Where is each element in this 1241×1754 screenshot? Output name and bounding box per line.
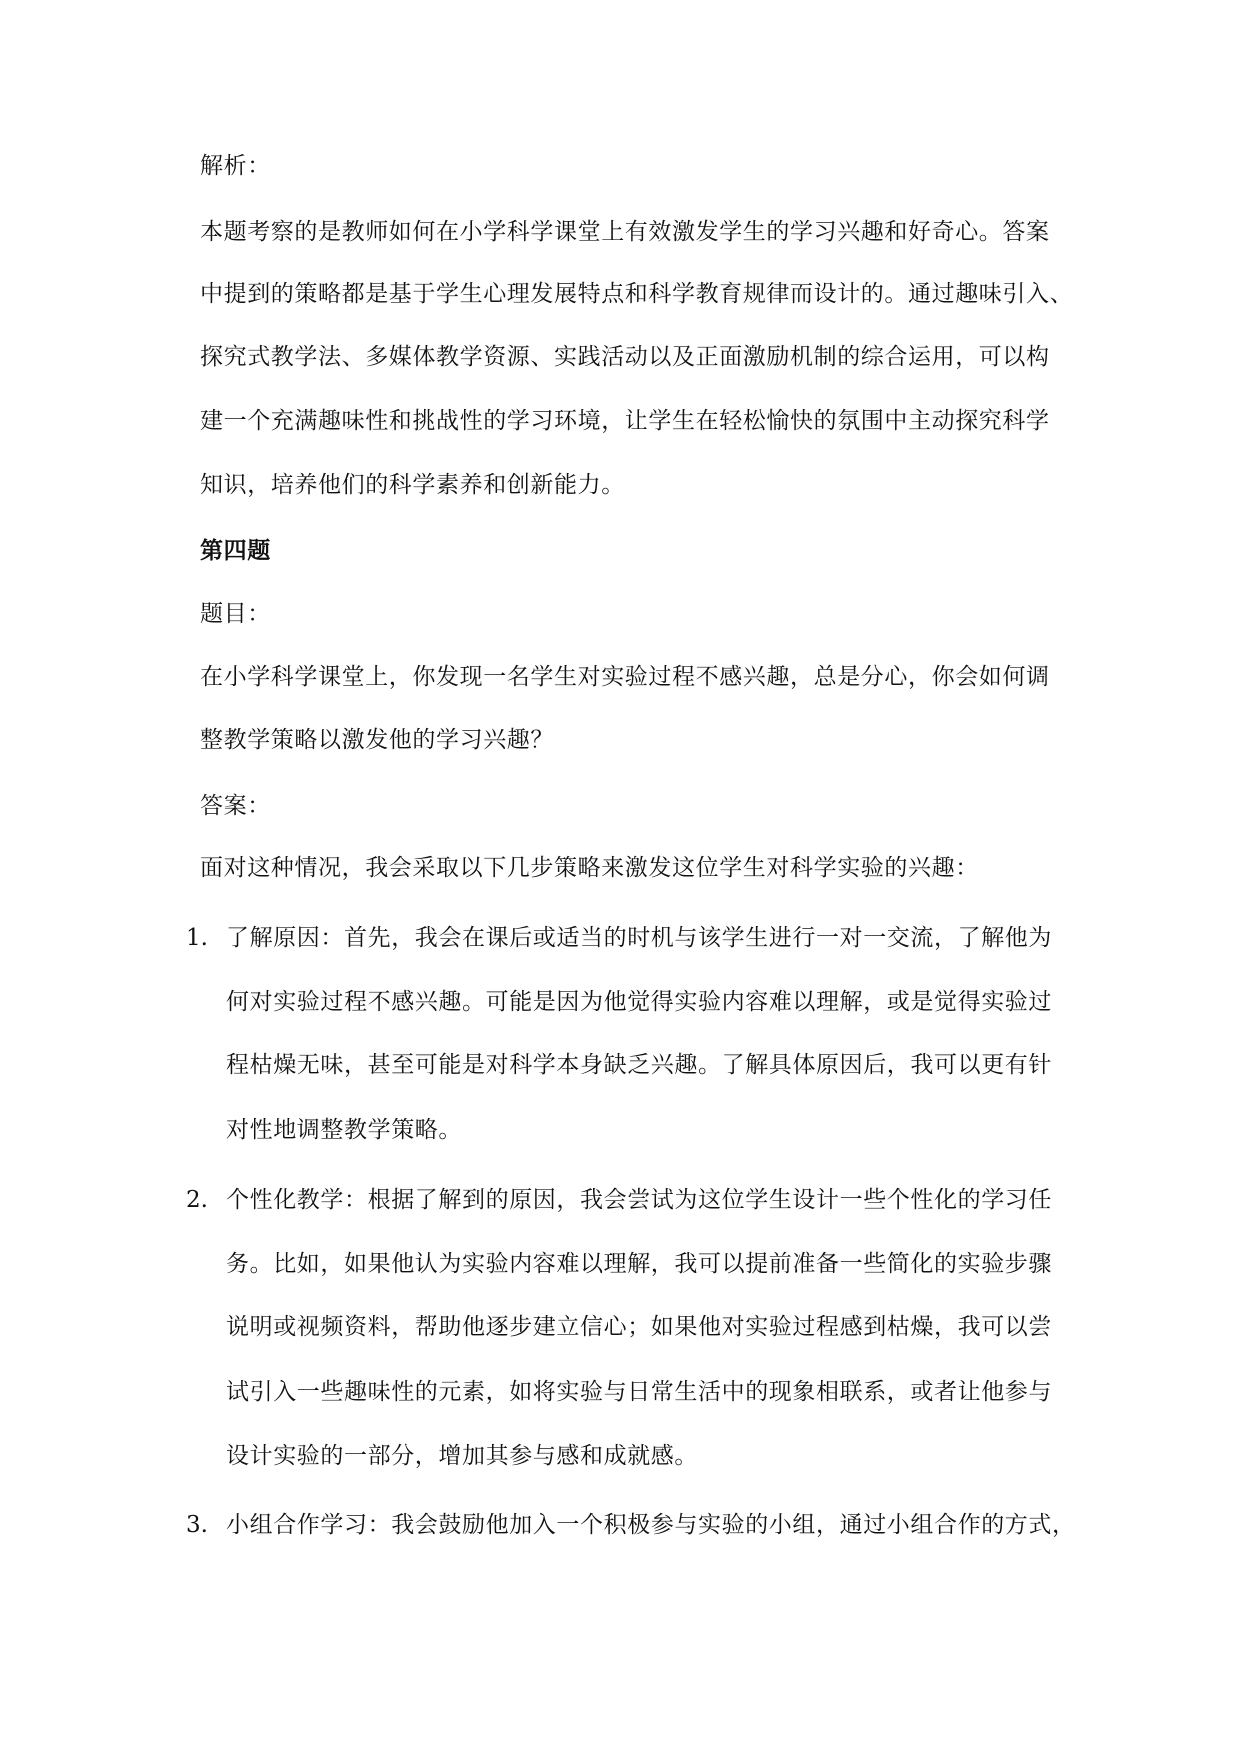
list-item-2-line-4: 试引入一些趣味性的元素，如将实验与日常生活中的现象相联系，或者让他参与 bbox=[226, 1379, 1052, 1405]
answer-intro: 面对这种情况，我会采取以下几步策略来激发这位学生对科学实验的兴趣： bbox=[200, 855, 979, 881]
analysis-label: 解析： bbox=[200, 153, 271, 179]
list-item-2-line-1: 个性化教学：根据了解到的原因，我会尝试为这位学生设计一些个性化的学习任 bbox=[226, 1187, 1052, 1213]
analysis-line-2: 中提到的策略都是基于学生心理发展特点和科学教育规律而设计的。通过趣味引入、 bbox=[200, 281, 1074, 307]
analysis-line-3: 探究式教学法、多媒体教学资源、实践活动以及正面激励机制的综合运用，可以构 bbox=[200, 344, 1050, 370]
list-item-3-line-1: 小组合作学习：我会鼓励他加入一个积极参与实验的小组，通过小组合作的方式， bbox=[226, 1512, 1076, 1538]
list-item-2-line-2: 务。比如，如果他认为实验内容难以理解，我可以提前准备一些简化的实验步骤 bbox=[226, 1251, 1052, 1277]
list-item-1-line-4: 对性地调整教学策略。 bbox=[226, 1117, 462, 1143]
question-line-1: 在小学科学课堂上，你发现一名学生对实验过程不感兴趣，总是分心，你会如何调 bbox=[200, 664, 1050, 690]
list-item-1-line-1: 了解原因：首先，我会在课后或适当的时机与该学生进行一对一交流，了解他为 bbox=[226, 925, 1052, 951]
analysis-line-1: 本题考察的是教师如何在小学科学课堂上有效激发学生的学习兴趣和好奇心。答案 bbox=[200, 219, 1050, 245]
list-item-1-line-3: 程枯燥无味，甚至可能是对科学本身缺乏兴趣。了解具体原因后，我可以更有针 bbox=[226, 1052, 1052, 1078]
list-item-number-2: 2. bbox=[186, 1187, 208, 1213]
section-heading: 第四题 bbox=[200, 537, 271, 564]
analysis-line-5: 知识，培养他们的科学素养和创新能力。 bbox=[200, 472, 625, 498]
list-item-2-line-3: 说明或视频资料，帮助他逐步建立信心；如果他对实验过程感到枯燥，我可以尝 bbox=[226, 1314, 1052, 1340]
answer-label: 答案： bbox=[200, 793, 271, 819]
list-item-1-line-2: 何对实验过程不感兴趣。可能是因为他觉得实验内容难以理解，或是觉得实验过 bbox=[226, 989, 1052, 1015]
analysis-line-4: 建一个充满趣味性和挑战性的学习环境，让学生在轻松愉快的氛围中主动探究科学 bbox=[200, 408, 1050, 434]
question-label: 题目： bbox=[200, 601, 271, 627]
list-item-2-line-5: 设计实验的一部分，增加其参与感和成就感。 bbox=[226, 1443, 698, 1469]
list-item-number-3: 3. bbox=[186, 1512, 208, 1538]
list-item-number-1: 1. bbox=[186, 925, 208, 951]
question-line-2: 整教学策略以激发他的学习兴趣？ bbox=[200, 727, 554, 753]
